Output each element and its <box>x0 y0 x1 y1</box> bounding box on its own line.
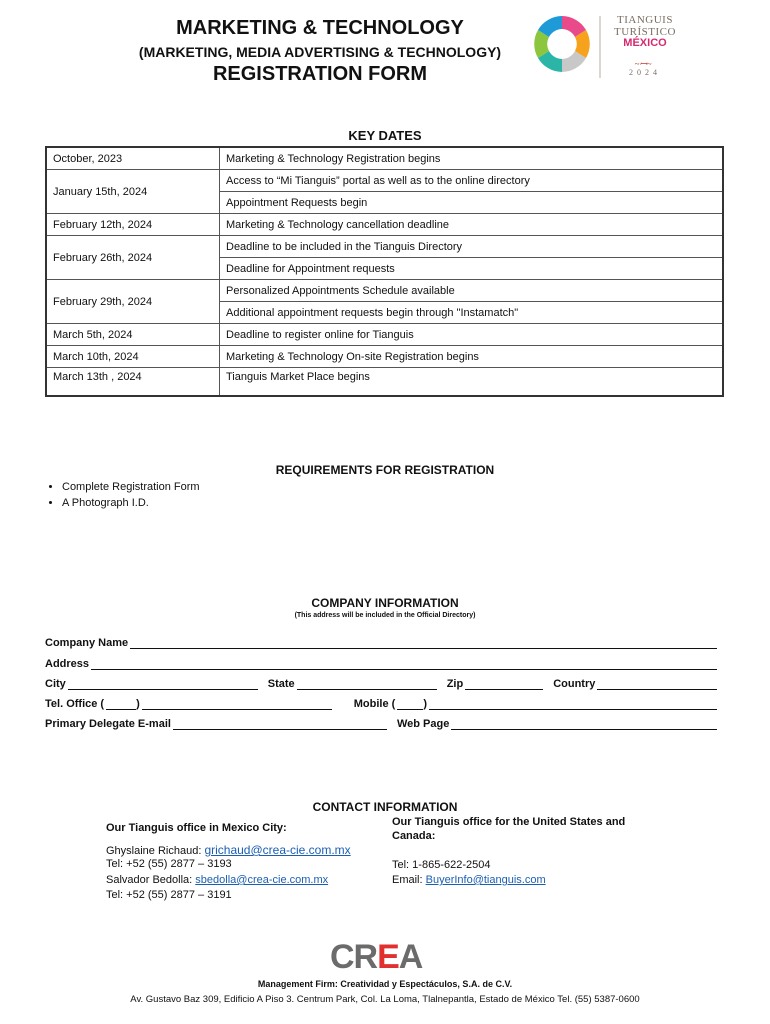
city-label: City <box>45 678 66 690</box>
requirements-list <box>40 479 200 511</box>
footer-address: Av. Gustavo Baz 309, Edificio A Piso 3. Centrum Park, Col. La Loma, Tlalnepantla, Estado de México Tel. (55) 5387-0600 <box>130 994 640 1005</box>
delegate-email-field[interactable] <box>173 717 387 730</box>
crea-logo-a: A <box>398 938 423 976</box>
person1-email-link[interactable]: grichaud@crea-cie.com.mx <box>204 843 351 857</box>
address-field[interactable] <box>91 657 717 670</box>
date-cell: March 5th, 2024 <box>46 324 220 346</box>
mobile-area-field[interactable] <box>397 697 423 710</box>
contact-person-1 <box>106 843 351 857</box>
event-cell: Additional appointment requests begin through "Instamatch" <box>220 302 724 324</box>
event-cell: Deadline to register online for Tianguis <box>220 324 724 346</box>
logo-line2: TURÍSTICO <box>614 26 676 38</box>
person1-tel: Tel: +52 (55) 2877 – 3193 <box>106 858 232 870</box>
company-info-title: COMPANY INFORMATION <box>311 596 459 610</box>
tel-office-label: Tel. Office ( <box>45 698 105 710</box>
date-cell: March 10th, 2024 <box>46 346 220 368</box>
table-row <box>46 368 723 397</box>
mobile-field[interactable] <box>429 697 717 710</box>
event-cell: Tianguis Market Place begins <box>220 368 724 397</box>
zip-field[interactable] <box>465 677 543 690</box>
table-row <box>46 280 723 302</box>
event-cell: Deadline to be included in the Tianguis Directory <box>220 236 724 258</box>
delegate-email-label: Primary Delegate E-mail <box>45 718 171 730</box>
tel-office-field[interactable] <box>142 697 332 710</box>
mobile-label: Mobile ( <box>353 698 396 710</box>
requirements-title: REQUIREMENTS FOR REGISTRATION <box>275 463 495 477</box>
table-row <box>46 214 723 236</box>
tel-office-paren: ) <box>136 698 140 710</box>
table-row <box>46 147 723 170</box>
event-cell: Marketing & Technology On-site Registration begins <box>220 346 724 368</box>
date-cell: January 15th, 2024 <box>46 170 220 214</box>
page-subtitle: (MARKETING, MEDIA ADVERTISING & TECHNOLOGY) <box>138 44 502 60</box>
tel-office-area-field[interactable] <box>106 697 136 710</box>
person1-name: Ghyslaine Richaud: <box>106 845 202 857</box>
event-cell: Marketing & Technology cancellation deadline <box>220 214 724 236</box>
us-email-link[interactable]: BuyerInfo@tianguis.com <box>425 874 546 886</box>
us-email-row <box>392 874 546 886</box>
city-field[interactable] <box>68 677 258 690</box>
person2-email-link[interactable]: sbedolla@crea-cie.com.mx <box>195 874 329 886</box>
state-label: State <box>267 678 295 690</box>
date-cell: February 29th, 2024 <box>46 280 220 324</box>
company-info-note: (This address will be included in the Official Directory) <box>294 612 476 619</box>
svg-text:~ꟷ~: ~ꟷ~ <box>634 59 652 69</box>
list-item: • Complete Registration Form <box>62 479 200 495</box>
person2-name: Salvador Bedolla: <box>106 874 193 886</box>
contact-person-2 <box>106 874 328 886</box>
logo-mexico: MÉXICO <box>623 37 667 49</box>
logo-year: 2024 <box>629 68 661 77</box>
date-cell: February 12th, 2024 <box>46 214 220 236</box>
company-name-label: Company Name <box>45 637 129 649</box>
table-row <box>46 346 723 368</box>
address-label: Address <box>45 658 90 670</box>
list-item: • A Photograph I.D. <box>62 495 200 511</box>
us-office-heading: Our Tianguis office for the United States and Canada: <box>392 816 626 842</box>
event-cell: Appointment Requests begin <box>220 192 724 214</box>
management-firm: Management Firm: Creatividad y Espectáculos, S.A. de C.V. <box>257 979 513 989</box>
event-cell: Marketing & Technology Registration begins <box>220 147 724 170</box>
event-cell: Deadline for Appointment requests <box>220 258 724 280</box>
mexico-office-heading: Our Tianguis office in Mexico City: <box>106 822 287 834</box>
country-field[interactable] <box>597 677 717 690</box>
table-row <box>46 236 723 258</box>
web-page-field[interactable] <box>451 717 717 730</box>
event-cell: Personalized Appointments Schedule available <box>220 280 724 302</box>
crea-logo <box>330 938 422 974</box>
logo-line1: TIANGUIS <box>617 14 673 26</box>
company-name-field[interactable] <box>130 636 717 649</box>
date-cell: October, 2023 <box>46 147 220 170</box>
company-name-row <box>45 633 717 649</box>
key-dates-title: KEY DATES <box>348 128 422 143</box>
email-row <box>45 714 717 730</box>
address-row <box>45 654 717 670</box>
phone-row <box>45 694 717 710</box>
event-cell: Access to “Mi Tianguis” portal as well as to the online directory <box>220 170 724 192</box>
crea-logo-cr: CR <box>330 938 378 976</box>
key-dates-table <box>45 146 724 397</box>
person2-tel: Tel: +52 (55) 2877 – 3191 <box>106 889 232 901</box>
crea-logo-e: E <box>377 938 399 976</box>
zip-label: Zip <box>446 678 464 690</box>
us-tel: Tel: 1-865-622-2504 <box>392 859 491 871</box>
web-page-label: Web Page <box>396 718 450 730</box>
date-cell: March 13th , 2024 <box>46 368 220 397</box>
country-label: Country <box>553 678 596 690</box>
table-row <box>46 170 723 192</box>
table-row <box>46 324 723 346</box>
contact-info-title: CONTACT INFORMATION <box>312 800 458 814</box>
page-title: MARKETING & TECHNOLOGY <box>176 17 464 39</box>
form-title: REGISTRATION FORM <box>212 63 428 85</box>
city-row <box>45 674 717 690</box>
us-email-label: Email: <box>392 874 423 886</box>
date-cell: February 26th, 2024 <box>46 236 220 280</box>
state-field[interactable] <box>297 677 437 690</box>
mobile-paren: ) <box>423 698 427 710</box>
